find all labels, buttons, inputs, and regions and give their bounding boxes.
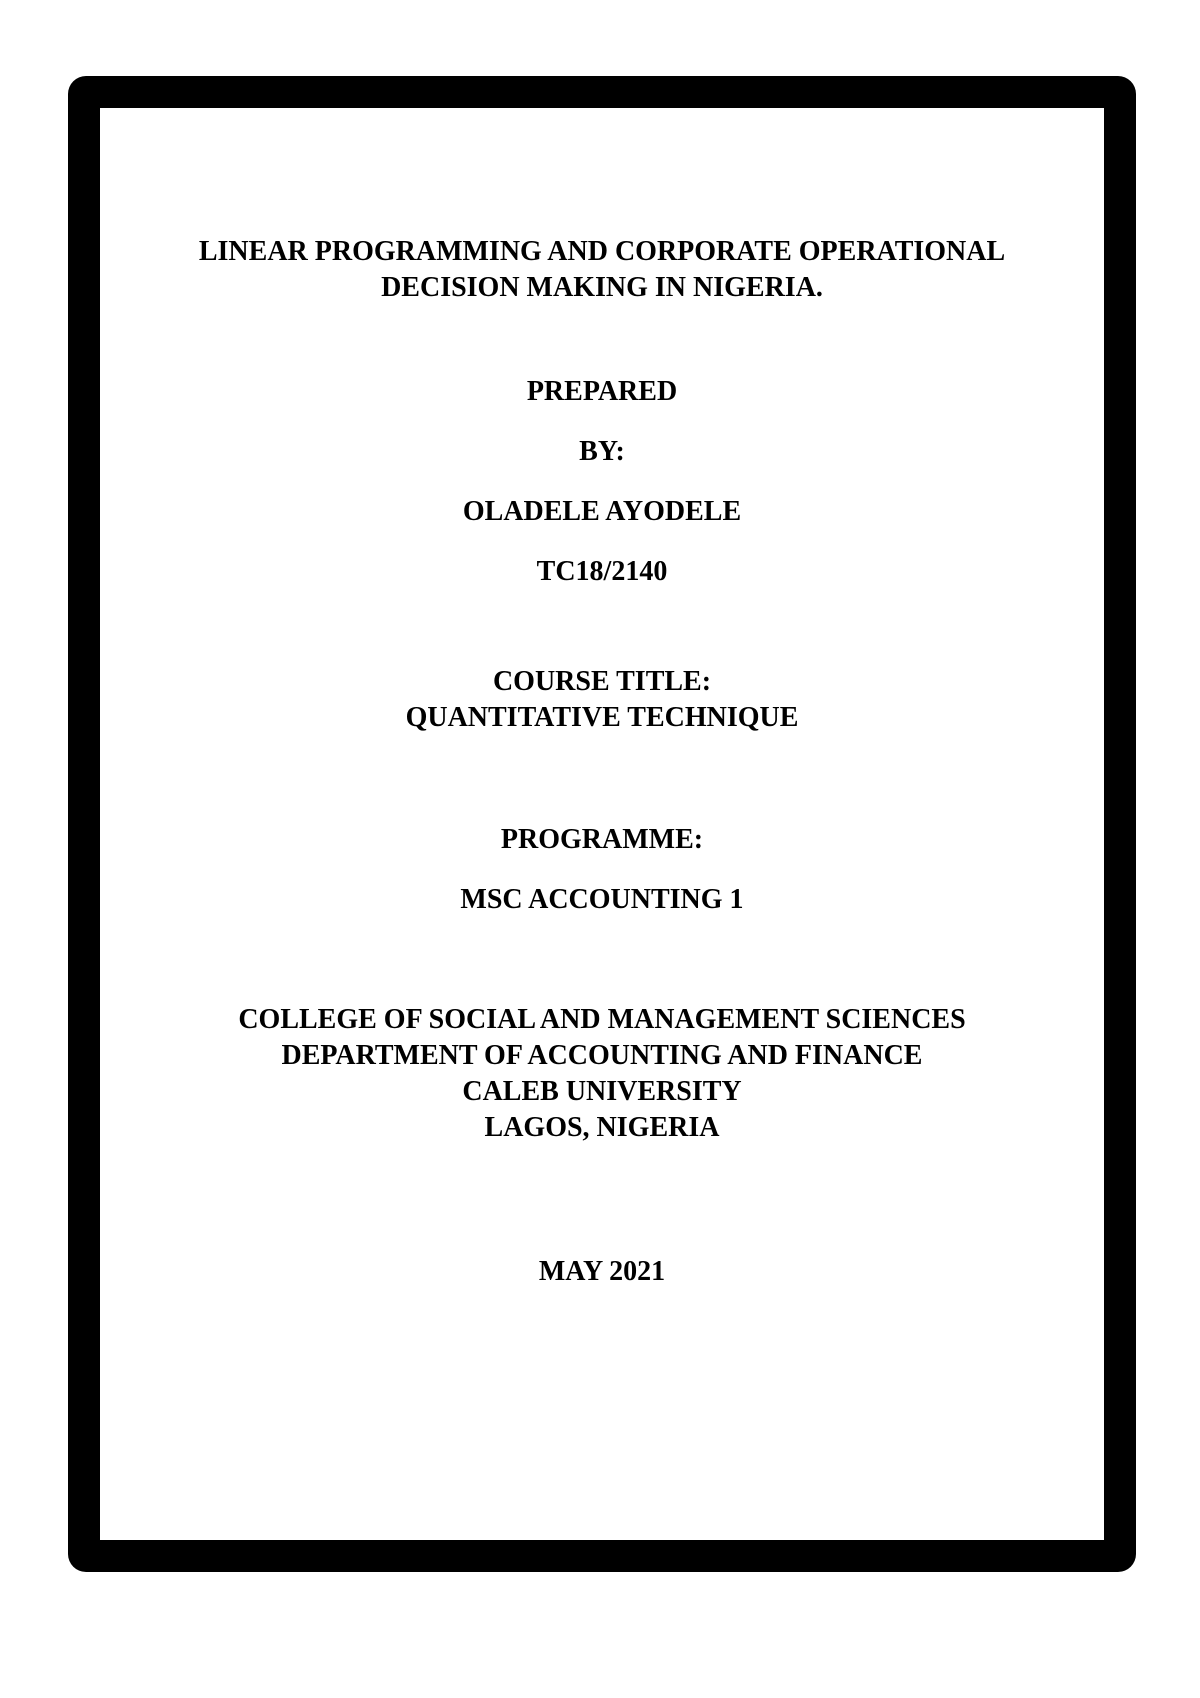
programme-value: MSC ACCOUNTING 1 <box>460 884 744 915</box>
cover-content <box>100 108 1104 1540</box>
submission-date: MAY 2021 <box>538 1256 666 1287</box>
document-title <box>100 234 1104 306</box>
by-label: BY: <box>579 436 625 467</box>
university-location: LAGOS, NIGERIA <box>484 1112 720 1143</box>
department-name: DEPARTMENT OF ACCOUNTING AND FINANCE <box>281 1040 923 1071</box>
university-name: CALEB UNIVERSITY <box>462 1076 742 1107</box>
course-label: COURSE TITLE: <box>492 666 712 697</box>
programme-label: PROGRAMME: <box>500 824 704 855</box>
institution-block <box>100 1002 1104 1146</box>
author-name: OLADELE AYODELE <box>462 496 742 527</box>
prepared-label: PREPARED <box>526 376 678 407</box>
course-value: QUANTITATIVE TECHNIQUE <box>405 702 799 733</box>
title-line-1: LINEAR PROGRAMMING AND CORPORATE OPERATIONAL <box>198 236 1006 267</box>
college-name: COLLEGE OF SOCIAL AND MANAGEMENT SCIENCES <box>238 1004 966 1035</box>
page-border-frame <box>68 76 1136 1572</box>
title-line-2: DECISION MAKING IN NIGERIA. <box>381 272 823 303</box>
matric-number: TC18/2140 <box>536 556 668 587</box>
course-section <box>100 664 1104 736</box>
